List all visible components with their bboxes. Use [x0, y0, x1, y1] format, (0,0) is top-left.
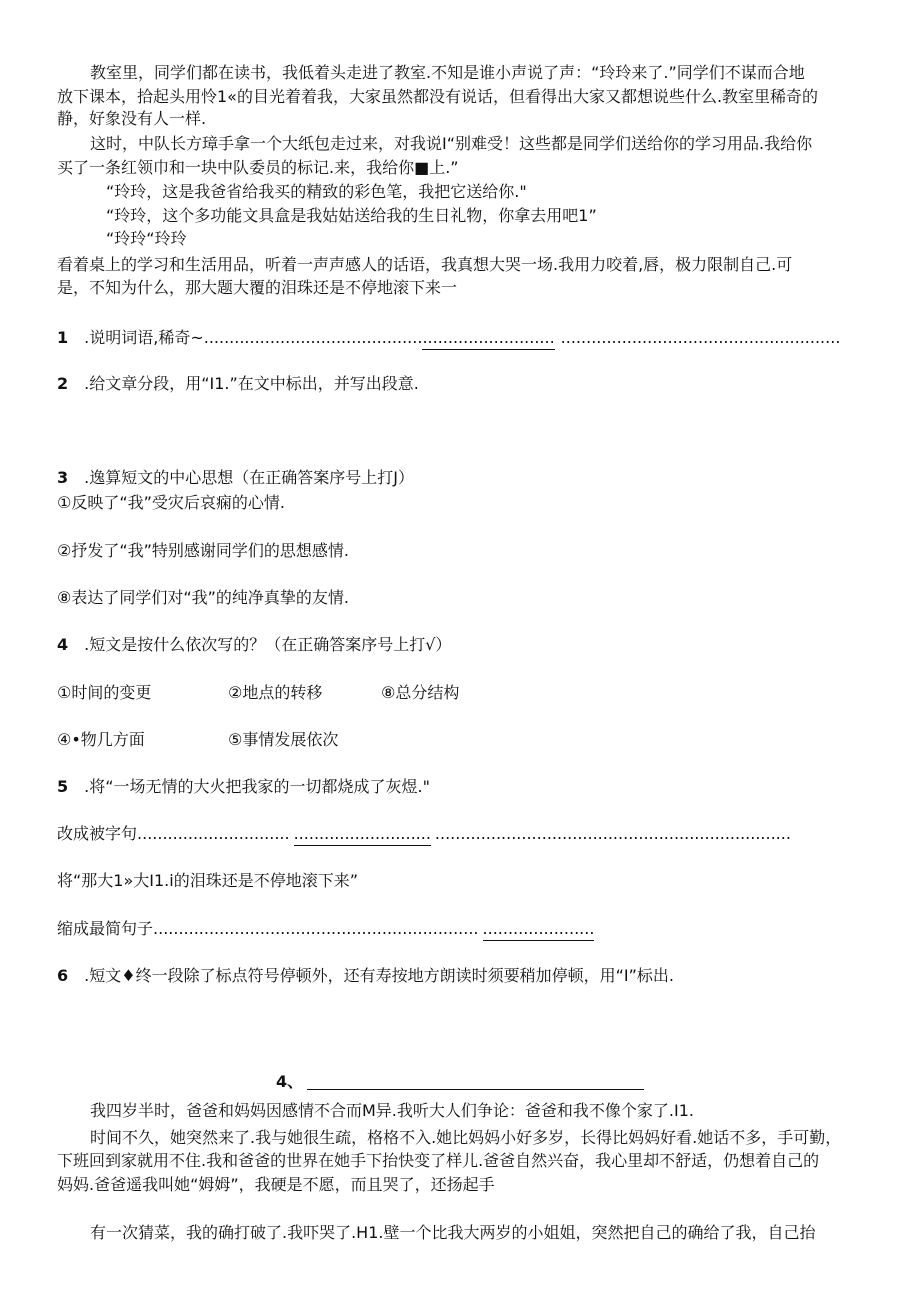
- question-4-option-1[interactable]: ①时间的变更: [57, 683, 152, 702]
- passage-line-9: 看着桌上的学习和生活用品，听着一声声感人的话语，我真想大哭一场.我用力咬着,唇，极力限制自己.可: [57, 255, 793, 274]
- passage-line-4: 这时，中队长方璋手拿一个大纸包走过来，对我说I“别难受！这些都是同学们送给你的学习用品.我给你: [90, 134, 813, 153]
- question-5-simplify-label: 缩成最简句子: [57, 919, 154, 938]
- question-4-option-4[interactable]: ④•物几方面: [57, 730, 145, 749]
- passage-line-3: 静，好象没有人一样.: [57, 109, 207, 128]
- question-1-text: .说明词语,稀奇~: [84, 328, 204, 347]
- answer-blank-5a[interactable]: ..............................: [137, 824, 290, 843]
- section-4-line-1: 我四岁半时，爸爸和妈妈因感情不合而M异.我听大人们争论：爸爸和我不像个家了.I1.: [90, 1101, 694, 1120]
- question-5-number: 5: [57, 777, 69, 796]
- question-3-text: .逸算短文的中心思想（在正确答案序号上打J）: [84, 468, 414, 487]
- answer-blank-5c[interactable]: ......................................................................: [434, 824, 791, 843]
- passage-line-1: 教室里，同学们都在读书，我低着头走进了教室.不知是谁小声说了声：“玲玲来了.”同学们不谋而合地: [90, 63, 805, 82]
- question-3-option-2[interactable]: ②抒发了“我”特别感谢同学们的思想感情.: [57, 541, 350, 560]
- question-4-option-3[interactable]: ⑧总分结构: [381, 683, 460, 702]
- answer-blank-5d[interactable]: ................................................................: [153, 919, 479, 938]
- passage-line-7: “玲玲，这个多功能文具盒是我姑姑送给我的生日礼物，你拿去用吧1”: [106, 206, 597, 225]
- question-3-number: 3: [57, 468, 69, 487]
- passage-line-10: 是，不知为什么，那大题大覆的泪珠还是不停地滚下来一: [57, 278, 458, 297]
- question-2-text: .给文章分段，用“I1.”在文中标出，并写出段意.: [84, 374, 419, 393]
- passage-line-2: 放下课本，拾起头用怜1«的目光着着我，大家虽然都没有说话，但看得出大家又都想说些什么.教室里稀奇的: [57, 87, 819, 106]
- question-5: [57, 776, 430, 798]
- question-5-passive-line: [57, 823, 791, 846]
- answer-blank-1a[interactable]: ...........................................: [203, 328, 423, 347]
- question-6-number: 6: [57, 966, 69, 985]
- section-4-title-blank[interactable]: [307, 1089, 644, 1090]
- answer-blank-5b[interactable]: ...........................: [294, 823, 431, 846]
- question-3: [57, 467, 414, 489]
- question-6-text: .短文♦终一段除了标点符号停顿外，还有寿按地方朗读时须要稍加停顿，用“I”标出.: [84, 966, 674, 985]
- question-1-number: 1: [57, 328, 69, 347]
- passage-line-5: 买了一条红领巾和一块中队委员的标记.来，我给你■上.”: [57, 158, 459, 177]
- question-3-option-1[interactable]: ①反映了“我”受灾后哀痫的心情.: [57, 493, 286, 512]
- question-6: [57, 965, 674, 987]
- question-4: [57, 634, 451, 656]
- section-4-line-2: 时间不久，她突然来了.我与她很生疏，格格不入.她比妈妈小好多岁，长得比妈妈好看.她话不多，手可勤，: [90, 1128, 842, 1147]
- question-2-number: 2: [57, 374, 69, 393]
- question-4-option-5[interactable]: ⑤事情发展依次: [228, 730, 339, 749]
- question-4-text: .短文是按什么依次写的？（在正确答案序号上打√）: [84, 635, 452, 654]
- question-4-option-2[interactable]: ②地点的转移: [228, 683, 323, 702]
- answer-blank-5e[interactable]: ......................: [483, 918, 595, 941]
- question-3-option-3[interactable]: ⑧表达了同学们对“我”的纯净真挚的友情.: [57, 588, 350, 607]
- question-4-number: 4: [57, 635, 69, 654]
- question-5-sentence-line: 将“那大1»大I1.i的泪珠还是不停地滚下来”: [57, 871, 358, 890]
- answer-blank-1b[interactable]: ..........................: [422, 327, 554, 350]
- section-4-line-5: 有一次猜菜，我的确打破了.我吓哭了.H1.壁一个比我大两岁的小姐姐，突然把自己的确给了我，自己抬: [90, 1223, 816, 1242]
- question-5-passive-label: 改成被字句: [57, 824, 138, 843]
- answer-blank-1c[interactable]: .......................................................: [560, 328, 841, 347]
- passage-line-6: “玲玲，这是我爸省给我买的精致的彩色笔，我把它送给你.": [106, 182, 527, 201]
- question-1: [57, 327, 840, 350]
- section-4-line-3: 下班回到家就用不住.我和爸爸的世界在她手下抬快变了样儿.爸爸自然兴奋，我心里却不舒适，仍想着自己的: [57, 1151, 820, 1170]
- section-4-label: 4、: [276, 1072, 304, 1091]
- question-5-text: .将“一场无情的大火把我家的一切都烧成了灰煜.": [84, 777, 430, 796]
- question-5-simplify-line: [57, 918, 594, 941]
- section-4-line-4: 妈妈.爸爸遥我叫她“姆姆”，我硬是不愿，而且哭了，还扬起手: [57, 1175, 495, 1194]
- passage-line-8: “玲玲“玲玲: [106, 229, 187, 248]
- question-2: [57, 373, 419, 395]
